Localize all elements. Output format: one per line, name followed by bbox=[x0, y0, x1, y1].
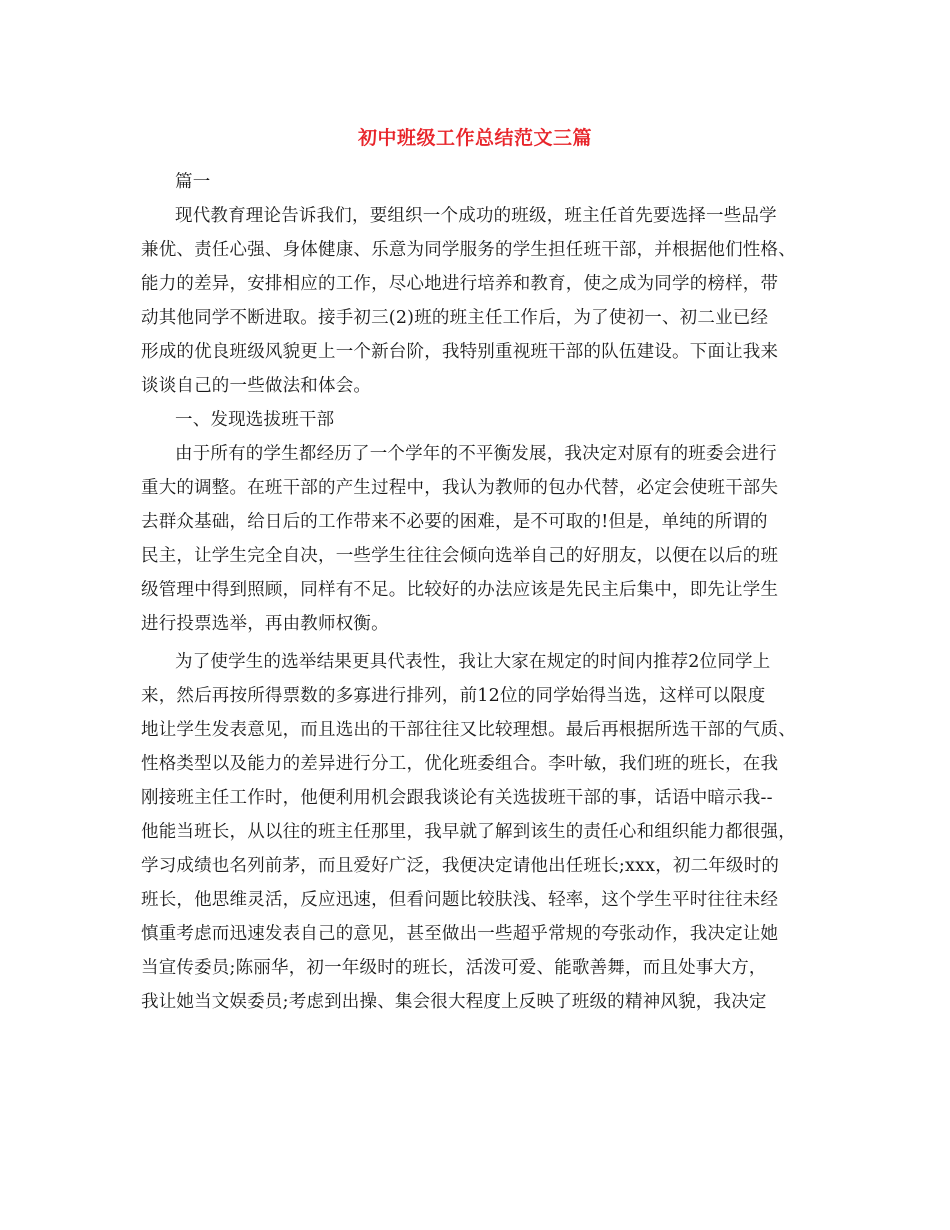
paragraph-line: 去群众基础，给日后的工作带来不必要的困难，是不可取的!但是，单纯的所谓的 bbox=[141, 512, 768, 532]
paragraph-line: 重大的调整。在班干部的产生过程中，我认为教师的包办代替，必定会使班干部失 bbox=[141, 478, 779, 498]
paragraph-line: 级管理中得到照顾，同样有不足。比较好的办法应该是先民主后集中，即先让学生 bbox=[141, 580, 779, 600]
paragraph-line: 能力的差异，安排相应的工作，尽心地进行培养和教育，使之成为同学的榜样，带 bbox=[141, 274, 779, 294]
paragraph-line: 进行投票选举，再由教师权衡。 bbox=[141, 614, 389, 634]
paragraph-line: 我让她当文娱委员;考虑到出操、集会很大程度上反映了班级的精神风貌，我决定 bbox=[141, 992, 767, 1012]
paragraph-line: 谈谈自己的一些做法和体会。 bbox=[141, 376, 372, 396]
paragraph-line: 来，然后再按所得票数的多寡进行排列，前12位的同学始得当选，这样可以限度 bbox=[141, 686, 766, 706]
paragraph-line: 他能当班长，从以往的班主任那里，我早就了解到该生的责任心和组织能力都很强， bbox=[141, 822, 796, 842]
paragraph-line: 现代教育理论告诉我们，要组织一个成功的班级，班主任首先要选择一些品学 bbox=[175, 206, 777, 226]
paragraph-line: 民主，让学生完全自决，一些学生往往会倾向选举自己的好朋友，以便在以后的班 bbox=[141, 546, 779, 566]
paragraph-line: 地让学生发表意见，而且选出的干部往往又比较理想。最后再根据所选干部的气质、 bbox=[141, 720, 796, 740]
document-title: 初中班级工作总结范文三篇 bbox=[357, 127, 592, 149]
paragraph-line: 当宣传委员;陈丽华，初一年级时的班长，活泼可爱、能歌善舞，而且处事大方， bbox=[141, 958, 767, 978]
paragraph-line: 班长，他思维灵活，反应迅速，但看问题比较肤浅、轻率，这个学生平时往往未经 bbox=[141, 890, 779, 910]
paragraph-line: 兼优、责任心强、身体健康、乐意为同学服务的学生担任班干部，并根据他们性格、 bbox=[141, 240, 796, 260]
paragraph-line: 为了使学生的选举结果更具代表性，我让大家在规定的时间内推荐2位同学上 bbox=[175, 652, 771, 672]
paragraph-line: 由于所有的学生都经历了一个学年的不平衡发展，我决定对原有的班委会进行 bbox=[175, 444, 777, 464]
paragraph-line: 刚接班主任工作时，他便利用机会跟我谈论有关选拔班干部的事，话语中暗示我-- bbox=[141, 788, 773, 808]
paragraph-line: 慎重考虑而迅速发表自己的意见，甚至做出一些超乎常规的夸张动作，我决定让她 bbox=[141, 924, 779, 944]
section-heading: 篇一 bbox=[175, 172, 211, 192]
paragraph-line: 性格类型以及能力的差异进行分工，优化班委组合。李叶敏，我们班的班长，在我 bbox=[141, 754, 779, 774]
paragraph-line: 动其他同学不断进取。接手初三(2)班的班主任工作后，为了使初一、初二业已经 bbox=[141, 308, 769, 328]
section-heading: 一、发现选拔班干部 bbox=[175, 410, 335, 430]
paragraph-line: 形成的优良班级风貌更上一个新台阶，我特别重视班干部的队伍建设。下面让我来 bbox=[141, 342, 779, 362]
paragraph-line: 学习成绩也名列前茅，而且爱好广泛，我便决定请他出任班长;xxx，初二年级时的 bbox=[141, 856, 780, 876]
